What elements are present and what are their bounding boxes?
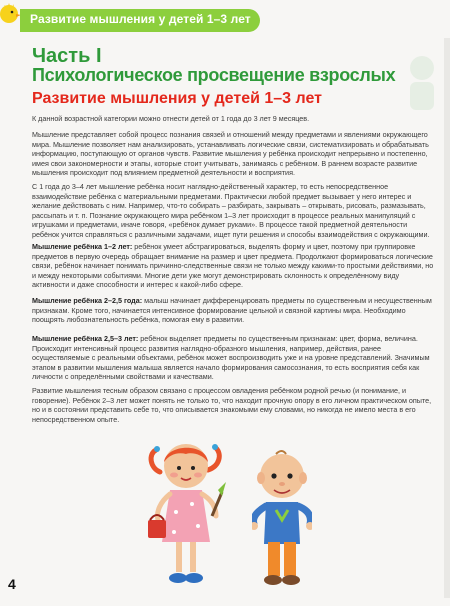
paragraph-1-text: Мышление представляет собой процесс познания связей и отношений между предметами и явлениями окружающего мира. Мышление позволяет нам анализировать, устанавливать логические связи, систематизировать и обрабатывать информацию, поступающую от органов чувств. Развитие мышления у ребёнка происходит непрерывно и постепенно, имея свои закономерности и этапы, которые стоит учитывать, занимаясь с ребёнком. В раннем возрасте развитие мышления происходит под влиянием предметной деятельности и восприятия. (32, 130, 429, 178)
paragraph-6 (32, 386, 434, 424)
intro-paragraph (32, 114, 434, 124)
boy-illustration (252, 446, 312, 592)
section-title: Развитие мышления у детей 1–3 лет (32, 90, 322, 107)
paragraph-3-text: ребёнок умеет абстрагироваться, выделять форму и цвет, поэтому при группировке предметов в первую очередь обращает внимание на размер и цвет предмета. Продолжают формироваться логические связи, ребёнок начинает понимать причинно-следственные связи не только между какими-то простыми действиями, но и между некоторыми событиями. Многие дети уже могут демонстрировать склонность к определённому виду активности и даже способности и интерес к какой-либо сфере. (32, 242, 434, 290)
part-number: Часть I (32, 45, 102, 67)
intro-text: К данной возрастной категории можно отнести детей от 1 года до 3 лет 9 месяцев. (32, 114, 310, 123)
paragraph-4-text: малыш начинает дифференцировать предметы по существенным и несущественным признакам. Кроме того, начинается интенсивное формирование цельной и связной картины мира. Необходимо поощрять любознательность ребёнка, помогая ему в развитии. (32, 296, 432, 325)
paragraph-2 (32, 182, 434, 240)
paragraph-4 (32, 296, 434, 325)
paragraph-5-lead: Мышление ребёнка 2,5–3 лет: (32, 334, 139, 343)
chick-icon (0, 0, 22, 24)
paragraph-5 (32, 334, 434, 382)
paragraph-3-lead: Мышление ребёнка 1–2 лет: (32, 242, 133, 251)
paragraph-2-text: С 1 года до 3–4 лет мышление ребёнка носит наглядно-действенный характер, то есть непосредственное взаимодействие ребёнка с материальными предметами. Практически любой предмет вызывает у него интерес и желание действовать с ним. Например, что-то собирать – разбирать, закрывать – открывать, рисовать, размазывать, рассыпать и т. п. Познание окружающего мира ребёнком 1–3 лет происходит в процессе реальных манипуляций с игрушками и предметами, иначе говоря, «ребёнок думает руками». В процессе такой предметной деятельности ребёнок учится справляться с различными задачами, ищет пути решения и способы взаимодействия с окружающими. (32, 182, 430, 239)
paragraph-3 (32, 242, 434, 290)
girl-illustration (146, 432, 226, 592)
paragraph-1 (32, 130, 434, 178)
page-edge (444, 38, 450, 598)
running-header: Развитие мышления у детей 1–3 лет (30, 12, 251, 26)
paragraph-5-text: ребёнок выделяет предметы по существенным признакам: цвет, форма, величина. Происходит интенсивный процесс развития наглядно-образного мышления, например, действия, ранее осуществляемые с реальными объектами, ребёнок может воспроизводить уже и на уровне представлений. Значимым этапом в развитии мышления малыша является начало формирования самосознания, то есть восприятия себя как личности с определёнными свойствами и качествами. (32, 334, 430, 382)
paragraph-6-text: Развитие мышления тесным образом связано с процессом овладения ребёнком родной речью (и понимание, и говорение). Ребёнок 2–3 лет может понять не только то, что находит прочную опору в его личном практическом опыте, но и в состоянии представить себе то, что описывается знакомыми ему словами, но никогда не имело места в его непосредственном опыте. (32, 386, 432, 424)
decorative-watermark (402, 52, 442, 112)
paragraph-4-lead: Мышление ребёнка 2–2,5 года: (32, 296, 143, 305)
page-number: 4 (8, 576, 16, 592)
part-title: Психологическое просвещение взрослых (32, 65, 396, 85)
